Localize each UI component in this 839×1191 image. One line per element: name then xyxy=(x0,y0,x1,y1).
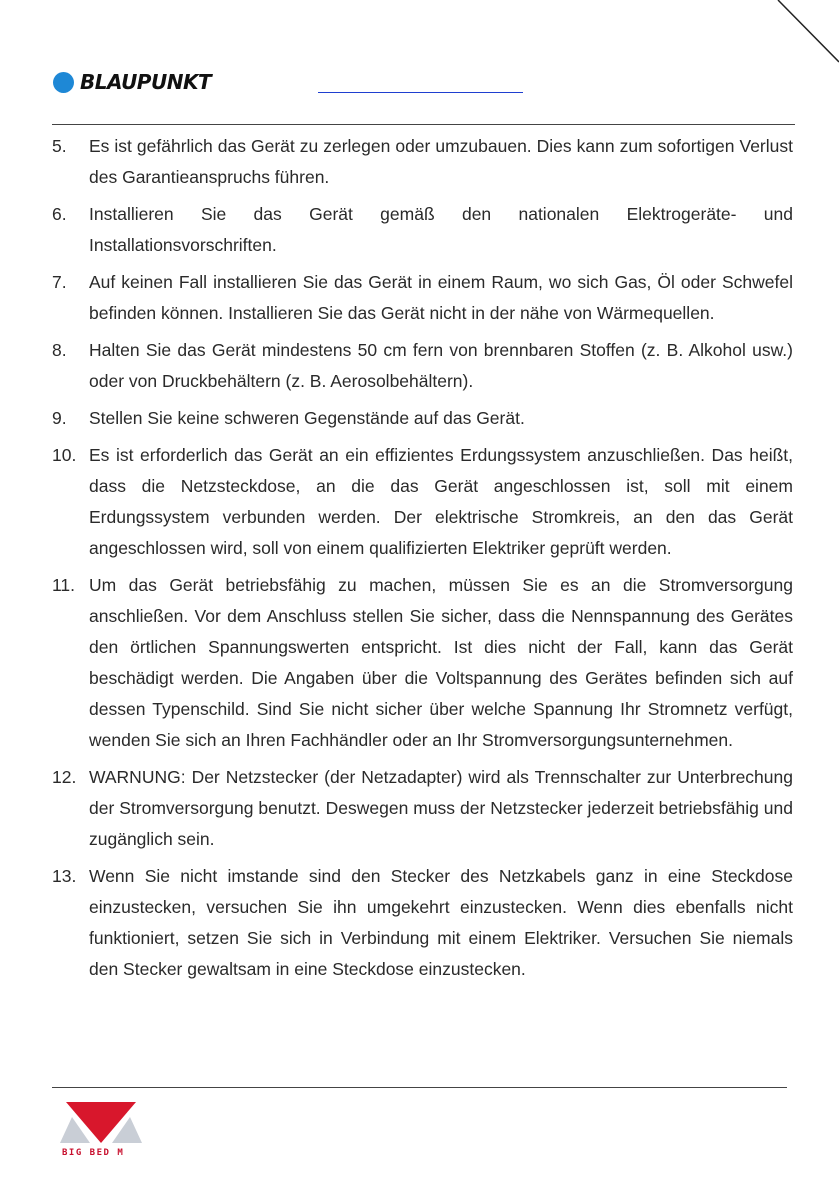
list-item xyxy=(52,403,793,434)
footer-divider xyxy=(52,1087,787,1088)
list-item xyxy=(52,440,793,564)
list-item-text: Es ist erforderlich das Gerät an ein effizientes Erdungssystem anzuschließen. Das heißt, dass die Netzsteckdose, an die das Gerät angeschlossen ist, soll mit einem Erdungssystem verbunden werden. Der elektrische Stromkreis, an den das Gerät angeschlossen wird, soll von einem qualifizierten Elektriker geprüft werden. xyxy=(89,445,793,558)
list-item-number: 6. xyxy=(52,204,67,224)
list-item-number: 10. xyxy=(52,445,77,465)
list-item-number: 5. xyxy=(52,136,67,156)
list-item-number: 11. xyxy=(52,575,76,595)
list-item xyxy=(52,199,793,261)
list-item-text: Installieren Sie das Gerät gemäß den nationalen Elektrogeräte- und Installationsvorschriften. xyxy=(89,204,793,255)
list-item-text: Um das Gerät betriebsfähig zu machen, müssen Sie es an die Stromversorgung anschließen. Vor dem Anschluss stellen Sie sicher, dass die Nennspannung des Gerätes den örtlichen Spannungswerten entspricht. Ist dies nicht der Fall, kann das Gerät beschädigt werden. Die Angaben über die Voltspannung des Gerätes befinden sich auf dessen Typenschild. Sind Sie nicht sicher über welche Spannung Ihr Stromnetz verfügt, wenden Sie sich an Ihren Fachhändler oder an Ihr Stromversorgungsunternehmen. xyxy=(89,575,793,750)
list-item-number: 13. xyxy=(52,866,77,886)
blue-circle-icon xyxy=(53,72,74,93)
safety-instructions-list xyxy=(52,125,793,985)
list-item-number: 7. xyxy=(52,272,67,292)
list-item-text: Es ist gefährlich das Gerät zu zerlegen oder umzubauen. Dies kann zum sofortigen Verlust des Garantieanspruchs führen. xyxy=(89,136,793,187)
list-item-text: Auf keinen Fall installieren Sie das Gerät in einem Raum, wo sich Gas, Öl oder Schwefel befinden können. Installieren Sie das Gerät nicht in der nähe von Wärmequellen. xyxy=(89,272,793,323)
header-link-underline xyxy=(318,92,523,93)
blaupunkt-logo xyxy=(53,70,211,94)
list-item xyxy=(52,267,793,329)
list-item-text: Halten Sie das Gerät mindestens 50 cm fern von brennbaren Stoffen (z. B. Alkohol usw.) oder von Druckbehältern (z. B. Aerosolbehältern). xyxy=(89,340,793,391)
list-item-text: WARNUNG: Der Netzstecker (der Netzadapter) wird als Trennschalter zur Unterbrechung der Stromversorgung benutzt. Deswegen muss der Netzstecker jederzeit betriebsfähig und zugänglich sein. xyxy=(89,767,793,849)
list-item-number: 12. xyxy=(52,767,77,787)
list-item xyxy=(52,762,793,855)
brand-name: BLAUPUNKT xyxy=(80,70,212,94)
list-item xyxy=(52,131,793,193)
list-item-text: Stellen Sie keine schweren Gegenstände auf das Gerät. xyxy=(89,408,525,428)
list-item-text: Wenn Sie nicht imstande sind den Stecker des Netzkabels ganz in eine Steckdose einzustecken, versuchen Sie ihn umgekehrt einzustecken. Wenn dies ebenfalls nicht funktioniert, setzen Sie sich in Verbindung mit einem Elektriker. Versuchen Sie niemals den Stecker gewaltsam in eine Steckdose einzustecken. xyxy=(89,866,793,979)
list-item-number: 8. xyxy=(52,340,67,360)
list-item xyxy=(52,570,793,756)
list-item-number: 9. xyxy=(52,408,67,428)
page-corner-mark xyxy=(0,0,839,70)
list-item xyxy=(52,861,793,985)
big-bed-m-logo-text: BIG BED M xyxy=(62,1148,125,1158)
list-item xyxy=(52,335,793,397)
